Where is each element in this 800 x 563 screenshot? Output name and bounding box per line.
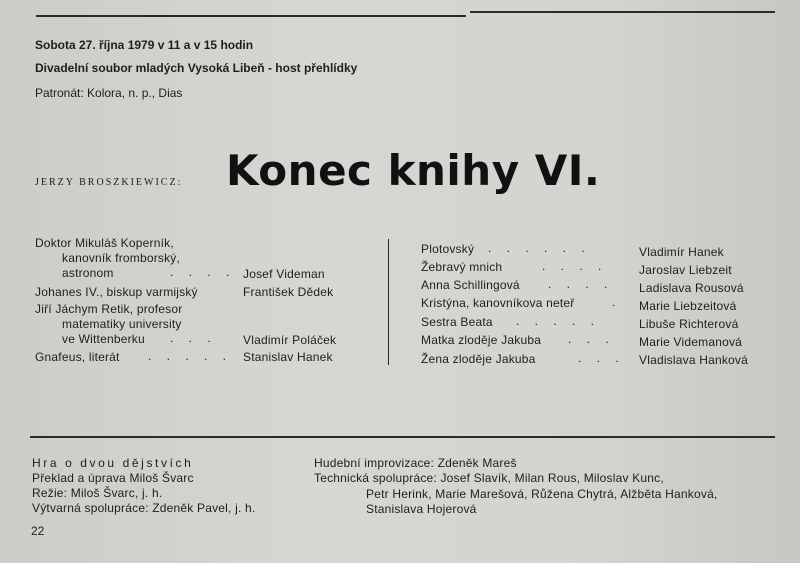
play-title: Konec knihy VI.	[226, 146, 601, 195]
cast-actor: Vladimír Poláček	[243, 333, 337, 347]
credit-line: Režie: Miloš Švarc, j. h.	[32, 486, 163, 500]
cast-role-line: kanovník fromborský,	[62, 251, 181, 265]
leader-dots: . . . .	[542, 259, 608, 273]
top-rule-right	[470, 11, 775, 13]
cast-role: Sestra Beata	[421, 315, 493, 329]
cast-actor: Stanislav Hanek	[243, 350, 333, 364]
leader-dots: .	[612, 295, 622, 309]
cast-role: Žebravý mnich	[421, 260, 503, 274]
cast-role-line: Jiří Jáchym Retik, profesor	[35, 302, 183, 316]
patronage-line: Patronát: Kolora, n. p., Dias	[35, 86, 183, 100]
leader-dots: . . . .	[170, 265, 236, 279]
cast-role-line: Doktor Mikuláš Koperník,	[35, 236, 174, 250]
credit-line: Výtvarná spolupráce: Zdeněk Pavel, j. h.	[32, 501, 256, 515]
leader-dots: . . .	[170, 331, 217, 345]
leader-dots: . . . . . .	[488, 241, 591, 255]
credit-line: Hudební improvizace: Zdeněk Mareš	[314, 456, 517, 470]
credit-line: Překlad a úprava Miloš Švarc	[32, 471, 194, 485]
section-rule	[30, 436, 775, 438]
cast-actor: František Dědek	[243, 285, 334, 299]
page-number: 22	[31, 524, 45, 538]
cast-actor: Josef Videman	[243, 267, 325, 281]
leader-dots: . . . . .	[148, 349, 233, 363]
cast-actor: Jaroslav Liebzeit	[639, 263, 732, 277]
cast-role: Plotovský	[421, 242, 475, 256]
credit-line: Petr Herink, Marie Marešová, Růžena Chytrá, Alžběta Hanková,	[366, 487, 718, 501]
performance-date: Sobota 27. října 1979 v 11 a v 15 hodin	[35, 38, 254, 52]
cast-role-line: ve Wittenberku	[62, 332, 145, 346]
cast-role-line: Johanes IV., biskup varmijský	[35, 285, 198, 299]
cast-actor: Ladislava Rousová	[639, 281, 744, 295]
column-separator	[388, 239, 389, 365]
cast-role: Kristýna, kanovníkova neteř	[421, 296, 575, 310]
credit-line: Stanislava Hojerová	[366, 502, 477, 516]
cast-actor: Vladimír Hanek	[639, 245, 724, 259]
leader-dots: . . . .	[548, 277, 614, 291]
cast-role: Anna Schillingová	[421, 278, 520, 292]
theatre-company: Divadelní soubor mladých Vysoká Libeň - host přehlídky	[35, 61, 358, 75]
leader-dots: . . . . .	[516, 314, 601, 328]
cast-role-line: astronom	[62, 266, 114, 280]
leader-dots: . . .	[568, 332, 615, 346]
cast-actor: Marie Videmanová	[639, 335, 743, 349]
cast-actor: Vladislava Hanková	[639, 353, 748, 367]
cast-role-line: Gnafeus, literát	[35, 350, 120, 364]
credit-line: Technická spolupráce: Josef Slavík, Milan Rous, Miloslav Kunc,	[314, 471, 664, 485]
cast-role: Matka zloděje Jakuba	[421, 333, 542, 347]
cast-role: Žena zloděje Jakuba	[421, 352, 536, 366]
leader-dots: . . .	[578, 351, 625, 365]
cast-actor: Libuše Richterová	[639, 317, 739, 331]
top-rule-left	[36, 15, 466, 17]
credit-line: Hra o dvou dějstvích	[32, 456, 194, 470]
cast-role-line: matematiky university	[62, 317, 182, 331]
play-author: JERZY BROSZKIEWICZ:	[35, 177, 183, 188]
cast-actor: Marie Liebzeitová	[639, 299, 737, 313]
